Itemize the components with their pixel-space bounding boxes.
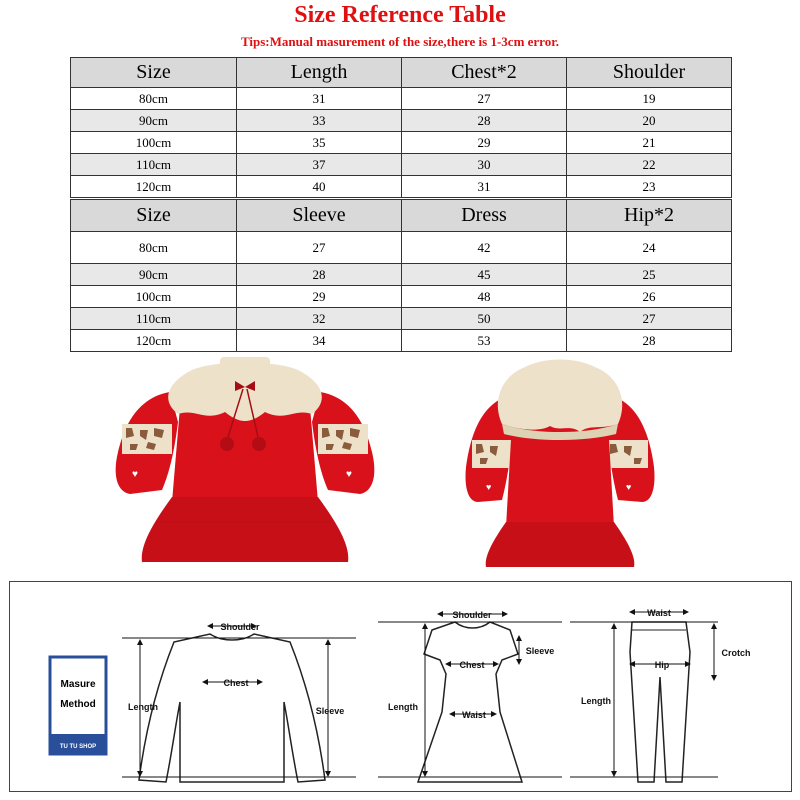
svg-text:♥: ♥ [346,469,352,480]
svg-text:♥: ♥ [486,482,492,492]
table-row [71,232,732,264]
table-cell: 28 [567,330,732,352]
table-cell: 90cm [71,110,237,132]
top-chest-label: Chest [223,678,249,688]
header-cell: Size [71,200,237,232]
table-cell: 30 [402,154,567,176]
measure-diagram-svg [10,582,791,791]
top-length-label: Length [128,702,158,712]
table-cell: 80cm [71,88,237,110]
method-label-line1: Masure [60,679,96,690]
method-label-line2: Method [60,699,96,710]
table-row [71,176,732,198]
pants-length-label: Length [581,696,611,706]
table-cell: 34 [237,330,402,352]
table-cell: 28 [237,264,402,286]
table-cell: 50 [402,308,567,330]
table-cell: 32 [237,308,402,330]
table-cell: 120cm [71,330,237,352]
table-cell: 25 [567,264,732,286]
table-row [71,308,732,330]
measure-method-tag [50,657,106,754]
top-shoulder-label: Shoulder [220,622,260,632]
table-cell: 19 [567,88,732,110]
table-row [71,264,732,286]
size-table-2 [70,199,732,352]
pants-waist-label: Waist [647,608,671,618]
pants-hip-label: Hip [654,660,670,670]
table-header-row [71,58,732,88]
table-cell: 42 [402,232,567,264]
table-cell: 90cm [71,264,237,286]
pants-diagram [570,608,751,782]
table-row [71,132,732,154]
table-cell: 27 [567,308,732,330]
table-cell: 53 [402,330,567,352]
table-cell: 31 [402,176,567,198]
table-cell: 120cm [71,176,237,198]
table-cell: 100cm [71,286,237,308]
dress-shoulder-label: Shoulder [452,610,492,620]
table-cell: 31 [237,88,402,110]
table-cell: 35 [237,132,402,154]
table-cell: 40 [237,176,402,198]
top-garment-diagram [122,622,356,782]
table-cell: 29 [402,132,567,154]
table-cell: 23 [567,176,732,198]
table-cell: 33 [237,110,402,132]
header-cell: Size [71,58,237,88]
svg-text:♥: ♥ [132,469,138,480]
table-row [71,110,732,132]
table-cell: 110cm [71,308,237,330]
table-row [71,154,732,176]
table-cell: 24 [567,232,732,264]
dress-front-photo [100,352,390,578]
table-cell: 27 [402,88,567,110]
table-cell: 29 [237,286,402,308]
table-cell: 48 [402,286,567,308]
dress-diagram [378,610,562,782]
top-sleeve-label: Sleeve [315,706,345,716]
table-cell: 37 [237,154,402,176]
dress-back-photo [450,352,670,578]
table-cell: 100cm [71,132,237,154]
table-row [71,330,732,352]
table-cell: 27 [237,232,402,264]
header-cell: Dress [402,200,567,232]
dress-sleeve-label: Sleeve [525,646,555,656]
measurement-tip: Tips:Manual masurement of the size,there is 1-3cm error. [240,34,560,49]
header-cell: Sleeve [237,200,402,232]
table-row [71,88,732,110]
table-cell: 45 [402,264,567,286]
page-title: Size Reference Table [294,2,506,28]
header-cell: Chest*2 [402,58,567,88]
pants-crotch-label: Crotch [721,648,751,658]
table-cell: 80cm [71,232,237,264]
table-cell: 21 [567,132,732,154]
header-cell: Length [237,58,402,88]
svg-text:♥: ♥ [626,482,632,492]
table-cell: 22 [567,154,732,176]
table-cell: 110cm [71,154,237,176]
method-brand: TU TU SHOP [59,744,97,750]
table-cell: 20 [567,110,732,132]
dress-length-label: Length [388,702,418,712]
size-table-1 [70,57,732,198]
header-cell: Shoulder [567,58,732,88]
table-row [71,286,732,308]
dress-chest-label: Chest [459,660,485,670]
table-cell: 26 [567,286,732,308]
header-cell: Hip*2 [567,200,732,232]
table-header-row [71,200,732,232]
dress-waist-label: Waist [462,710,486,720]
table-cell: 28 [402,110,567,132]
measure-method-diagram [9,581,792,792]
